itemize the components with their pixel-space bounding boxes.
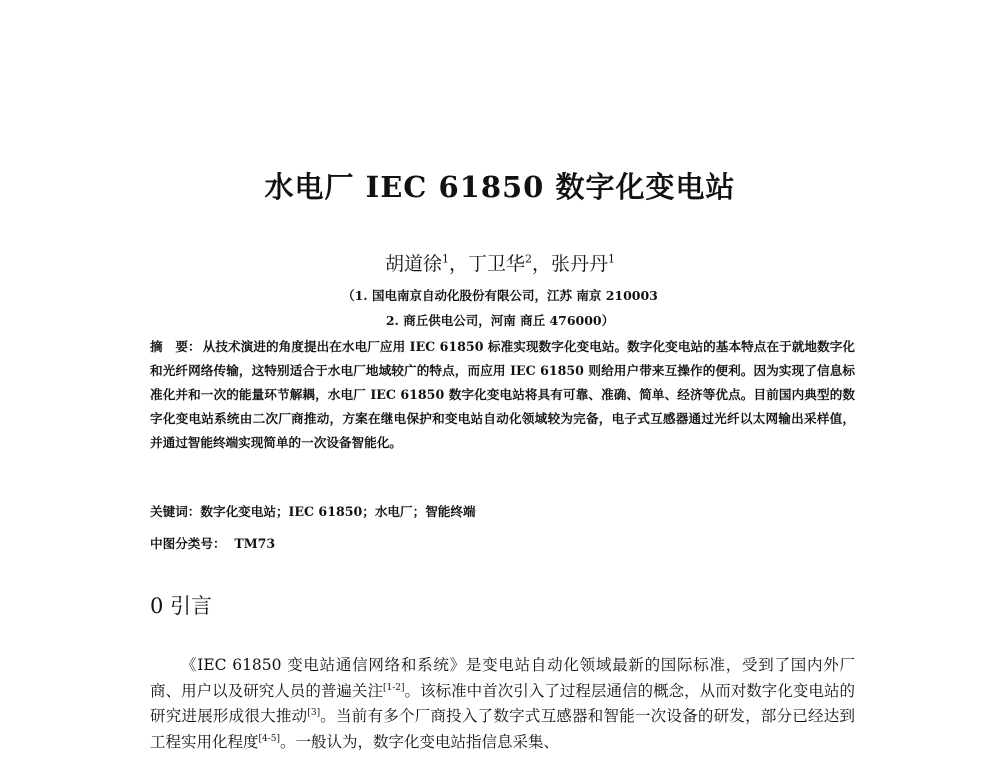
author-name: 胡道徐 (384, 253, 442, 275)
classification-value: TM73 (234, 536, 276, 551)
body-paragraph (150, 653, 855, 755)
section-heading: 0 引言 (150, 594, 213, 618)
keywords-text: 数字化变电站；IEC 61850；水电厂；智能终端 (200, 504, 476, 519)
keywords-label: 关键词： (150, 504, 201, 519)
affiliation-1: （1. 国电南京自动化股份有限公司，江苏 南京 210003 (342, 288, 658, 303)
author-list (0, 249, 1000, 276)
paper-title: 水电厂 IEC 61850 数字化变电站 (264, 170, 736, 204)
citation-ref[interactable]: [1-2] (383, 682, 405, 693)
classification-label: 中图分类号： (150, 536, 226, 551)
author-affiliation-mark: 1 (441, 252, 449, 266)
citation-ref[interactable]: [3] (307, 707, 321, 718)
keywords (150, 501, 855, 520)
author-name: 丁卫华 (467, 253, 525, 275)
abstract-text: 从技术演进的角度提出在水电厂应用 IEC 61850 标准实现数字化变电站。数字化变电站的基本特点在于就地数字化和光纤网络传输，这特别适合于水电厂地域较广的特点，而应用 IEC 61850 则给用户带来互操作的便利。因为实现了信息标准化并和一次的能量环节解耦，水电厂 IEC 61850 数字化变电站将具有可靠、准确、简单、经济等优点。目前国内典型的数字化变电站系统由二次厂商推动，方案在继电保护和变电站自动化领域较为完备，电子式互感器通过光纤以太网输出采样值，并通过智能终端实现简单的一次设备智能化。 (150, 339, 856, 450)
classification-number (150, 533, 855, 552)
author-name: 张丹丹 (551, 253, 609, 275)
author-affiliation-mark: 1 (608, 252, 616, 266)
body-text: 。一般认为，数字化变电站指信息采集、 (280, 732, 560, 751)
abstract-label: 摘 要： (150, 339, 201, 354)
abstract (150, 335, 855, 455)
body-text: 。当前有多个厂商投入了数字式互感器和智能一次设备的研发，部分已经达到工程实用化程度 (150, 707, 855, 751)
author-affiliation-mark: 2 (525, 252, 532, 266)
affiliation-2: 2. 商丘供电公司，河南 商丘 476000） (385, 313, 615, 328)
body-text: 《IEC 61850 变电站通信网络和系统》是变电站自动化领域最新的国际标准，受到了国内外厂商、用户以及研究人员的普遍关注 (150, 656, 855, 700)
author-separator: ， (448, 253, 468, 275)
body-text: 。该标准中首次引入了过程层通信的概念，从而对数字化变电站的研究进展形成很大推动 (150, 681, 855, 725)
author-separator: ， (532, 253, 552, 275)
citation-ref[interactable]: [4-5] (258, 733, 281, 744)
